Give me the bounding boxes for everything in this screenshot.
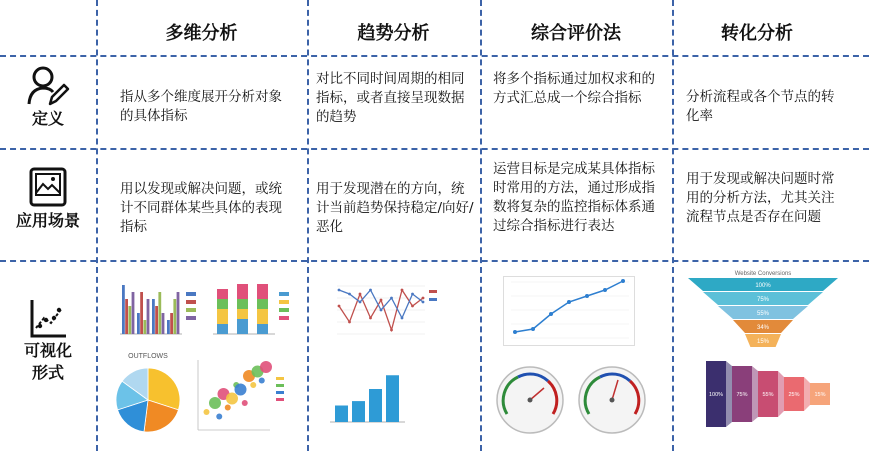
cell-definition-multi: 指从多个维度展开分析对象的具体指标 [120,89,282,124]
data-point [390,329,393,332]
legend-swatch [279,300,289,304]
bubble [242,400,248,406]
data-point [338,305,341,308]
stacked-segment [217,309,228,324]
thumbnail-gauges [490,362,660,442]
funnel-value: 75% [756,297,770,303]
thumbnail-grouped-bar-chart [112,272,202,342]
data-point [380,309,383,312]
bar [386,375,399,422]
stacked-segment [237,284,248,299]
bar [177,292,180,334]
stacked-segment [257,299,268,309]
legend-swatch [186,308,196,312]
grouped-bar-chart [112,272,202,342]
legend-swatch [429,298,437,301]
data-point [359,301,362,304]
funnel-title: Website Conversions [734,271,792,277]
bar [162,313,165,334]
bar [155,306,158,334]
stacked-segment [257,309,268,324]
bubble [235,384,247,396]
legend-swatch [276,391,284,394]
column-header-conversion: 转化分析 [721,23,793,44]
column-chart [325,370,435,430]
picture-frame-icon [26,166,70,210]
data-point [422,301,425,304]
bubble [260,361,272,373]
stacked-segment [257,284,268,299]
thumbnail-stacked-bar-chart [205,272,295,342]
thumbnail-bubble-chart [190,352,290,437]
gauge-1 [497,367,563,433]
funnel-value: 25% [788,392,800,398]
data-point [567,300,571,304]
data-point [411,293,414,296]
legend-swatch [429,290,437,293]
data-point [513,330,517,334]
bar [147,299,150,334]
bubble [216,414,222,420]
bar [143,320,146,334]
data-point [380,299,383,302]
stacked-segment [217,299,228,309]
bar [125,299,128,334]
data-point [603,288,607,292]
row-label-scenario [0,166,96,232]
data-point [621,279,625,283]
bar [137,313,140,334]
stacked-segment [257,324,268,334]
funnel-value: 15% [814,392,826,398]
legend-swatch [279,308,289,312]
data-point [549,312,553,316]
trend-chart-icon [26,296,70,340]
thumbnail-line-chart-trend [325,278,445,343]
column-header-composite: 综合评价法 [531,23,621,44]
thumbnail-line-chart-composite [503,276,635,346]
grid-line [0,148,869,150]
row-label-visual [0,296,96,384]
legend-swatch [276,384,284,387]
thumbnail-pie-chart [108,350,188,440]
bar [128,306,131,334]
stacked-segment [217,289,228,299]
data-point [359,293,362,296]
cell-definition-trend: 对比不同时间周期的相同指标，或者直接呈现数据的趋势 [316,71,465,125]
bar [170,313,173,334]
legend-swatch [186,300,196,304]
data-point [422,297,425,300]
thumbnail-funnel-chart [688,268,838,350]
data-point [369,289,372,292]
funnel-value: 34% [756,325,770,331]
data-point [531,327,535,331]
bar [122,285,125,334]
stacked-bar-chart [205,272,295,342]
row-label-text: 可视化 [23,341,72,360]
gauge-2 [579,367,645,433]
legend-swatch [279,292,289,296]
stacked-segment [237,309,248,319]
bubble [226,393,238,405]
bar [173,299,176,334]
data-point [348,293,351,296]
data-point [401,317,404,320]
user-edit-icon [26,64,70,108]
row-label-text: 应用场景 [15,211,80,230]
series-line [339,290,423,318]
line-chart [503,276,635,346]
chart-frame [504,277,635,346]
bubble [204,409,210,415]
thumbnail-column-chart [325,370,435,430]
stacked-segment [217,324,228,334]
data-point [348,321,351,324]
legend-swatch [276,398,284,401]
line-chart [325,278,445,343]
pie-title: OUTFLOWS [128,353,168,360]
bar [352,401,365,422]
pie-chart [108,350,188,440]
stacked-segment [237,319,248,334]
funnel-value: 100% [708,392,724,398]
funnel-link [804,377,810,411]
cell-scenario-conversion: 用于发现或解决问题时常用的分析方法，尤其关注流程节点是否存在问题 [686,171,835,225]
cell-definition-conversion: 分析流程或各个节点的转化率 [686,89,835,124]
data-point [585,294,589,298]
funnel-value: 55% [756,311,770,317]
bar [369,389,382,422]
bar [140,292,143,334]
funnel-value: 75% [736,392,748,398]
grid-line [96,0,98,451]
thumbnail-sankey-funnel [706,360,836,428]
cell-scenario-trend: 用于发现潜在的方向，统计当前趋势保持稳定/向好/恶化 [316,181,474,235]
cell-definition-composite: 将多个指标通过加权求和的方式汇总成一个综合指标 [493,71,655,106]
bubble [259,378,265,384]
data-point [369,317,372,320]
bar [152,299,155,334]
grid-line [0,55,869,57]
row-label-text: 形式 [31,363,64,382]
funnel-value: 100% [755,283,771,289]
bubble [250,382,256,388]
column-header-multi: 多维分析 [165,23,238,44]
row-label-definition [0,64,96,130]
funnel-value: 55% [762,392,774,398]
grid-line [672,0,674,451]
funnel-link [778,371,784,417]
funnel-chart [688,268,838,350]
data-point [411,305,414,308]
funnel-link [726,361,732,427]
data-point [338,289,341,292]
bar [167,320,170,334]
legend-swatch [186,292,196,296]
row-label-text: 定义 [31,109,64,128]
funnel-value: 15% [756,339,770,345]
legend-swatch [186,316,196,320]
bubble [225,405,231,411]
stacked-segment [237,299,248,309]
data-point [401,289,404,292]
grid-line [307,0,309,451]
bar [335,406,348,423]
gauge-charts [490,362,660,442]
grid-line [0,260,869,262]
data-point [390,297,393,300]
sankey-funnel [706,360,836,428]
bubble-chart [190,352,290,437]
column-header-trend: 趋势分析 [357,23,430,44]
legend-swatch [276,377,284,380]
bar [158,292,161,334]
bar [132,292,135,334]
cell-scenario-composite: 运营目标是完成某具体指标时常用的方法，通过形成指数将复杂的监控指标体系通过综合指标进行表达 [493,161,655,234]
grid-line [480,0,482,451]
legend-swatch [279,316,289,320]
funnel-link [752,366,758,422]
bubble [209,397,221,409]
cell-scenario-multi: 用以发现或解决问题，或统计不同群体某些具体的表现指标 [120,181,282,235]
